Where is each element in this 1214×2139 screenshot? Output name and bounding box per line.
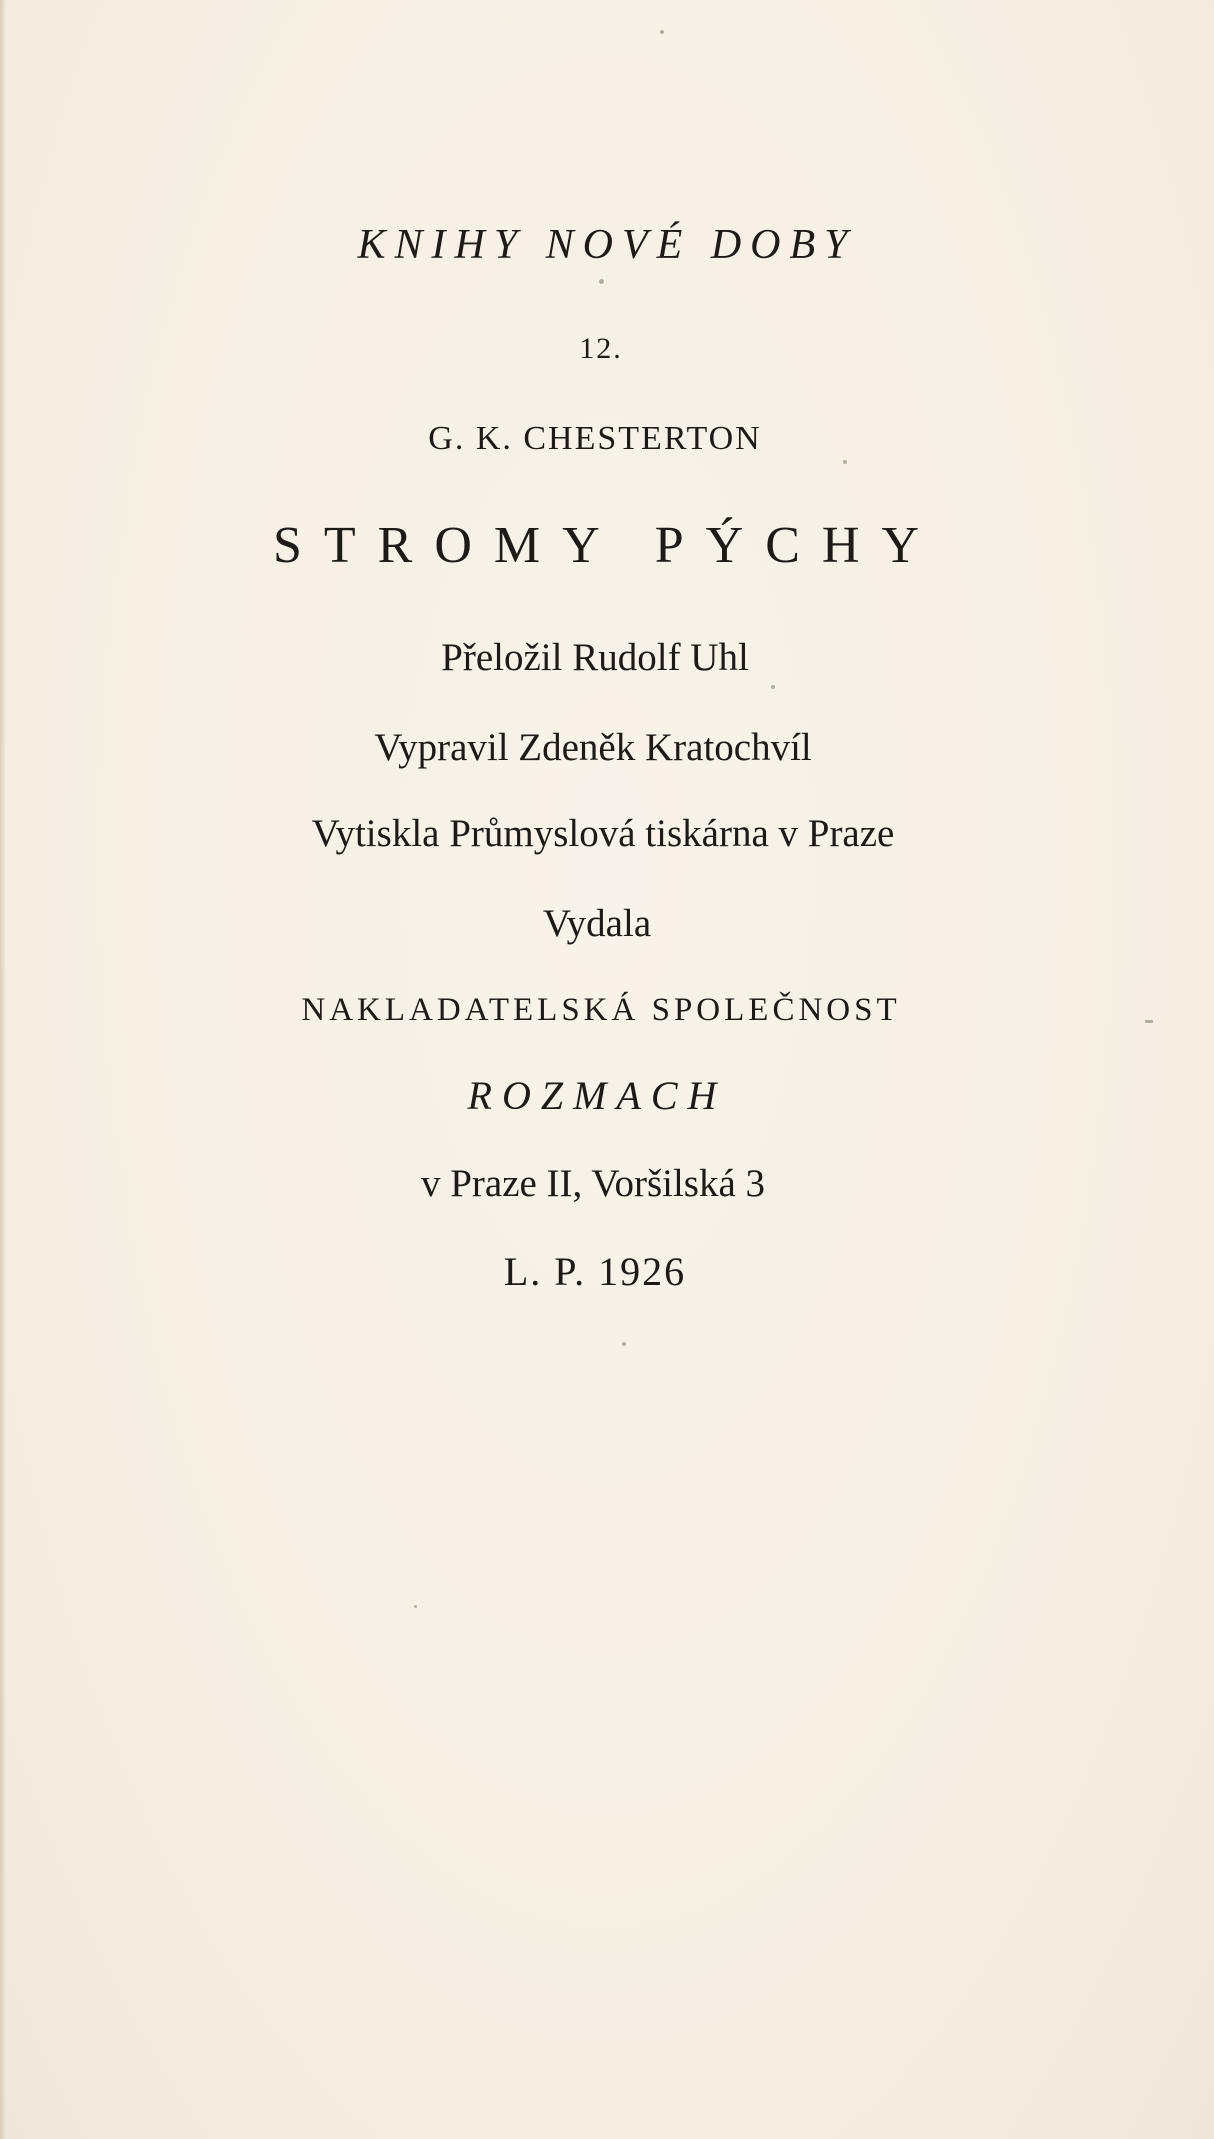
publication-date: L. P. 1926 [503,1249,687,1294]
publisher-address: v Praze II, Voršilská 3 [420,1162,766,1205]
printer-credit: Vytiskla Průmyslová tiskárna v Praze [311,812,895,855]
paper-speck [771,685,775,689]
translator-credit: Přeložil Rudolf Uhl [441,636,749,679]
paper-speck [843,460,847,464]
series-name: KNIHY NOVÉ DOBY [357,222,857,268]
page-edge [0,0,6,2139]
imprint-name: ROZMACH [467,1073,727,1118]
paper-speck [1145,1020,1153,1023]
paper-speck [599,279,604,284]
author-name: G. K. CHESTERTON [428,420,762,457]
publisher-name: NAKLADATELSKÁ SPOLEČNOST [301,992,901,1028]
book-title: STROMY PÝCHY [272,517,942,574]
designer-credit: Vypravil Zdeněk Kratochvíl [374,726,812,769]
paper-speck [622,1342,626,1346]
publisher-label: Vydala [542,902,652,945]
paper-speck [414,1605,417,1608]
volume-number: 12. [579,332,623,365]
paper-speck [660,30,664,34]
